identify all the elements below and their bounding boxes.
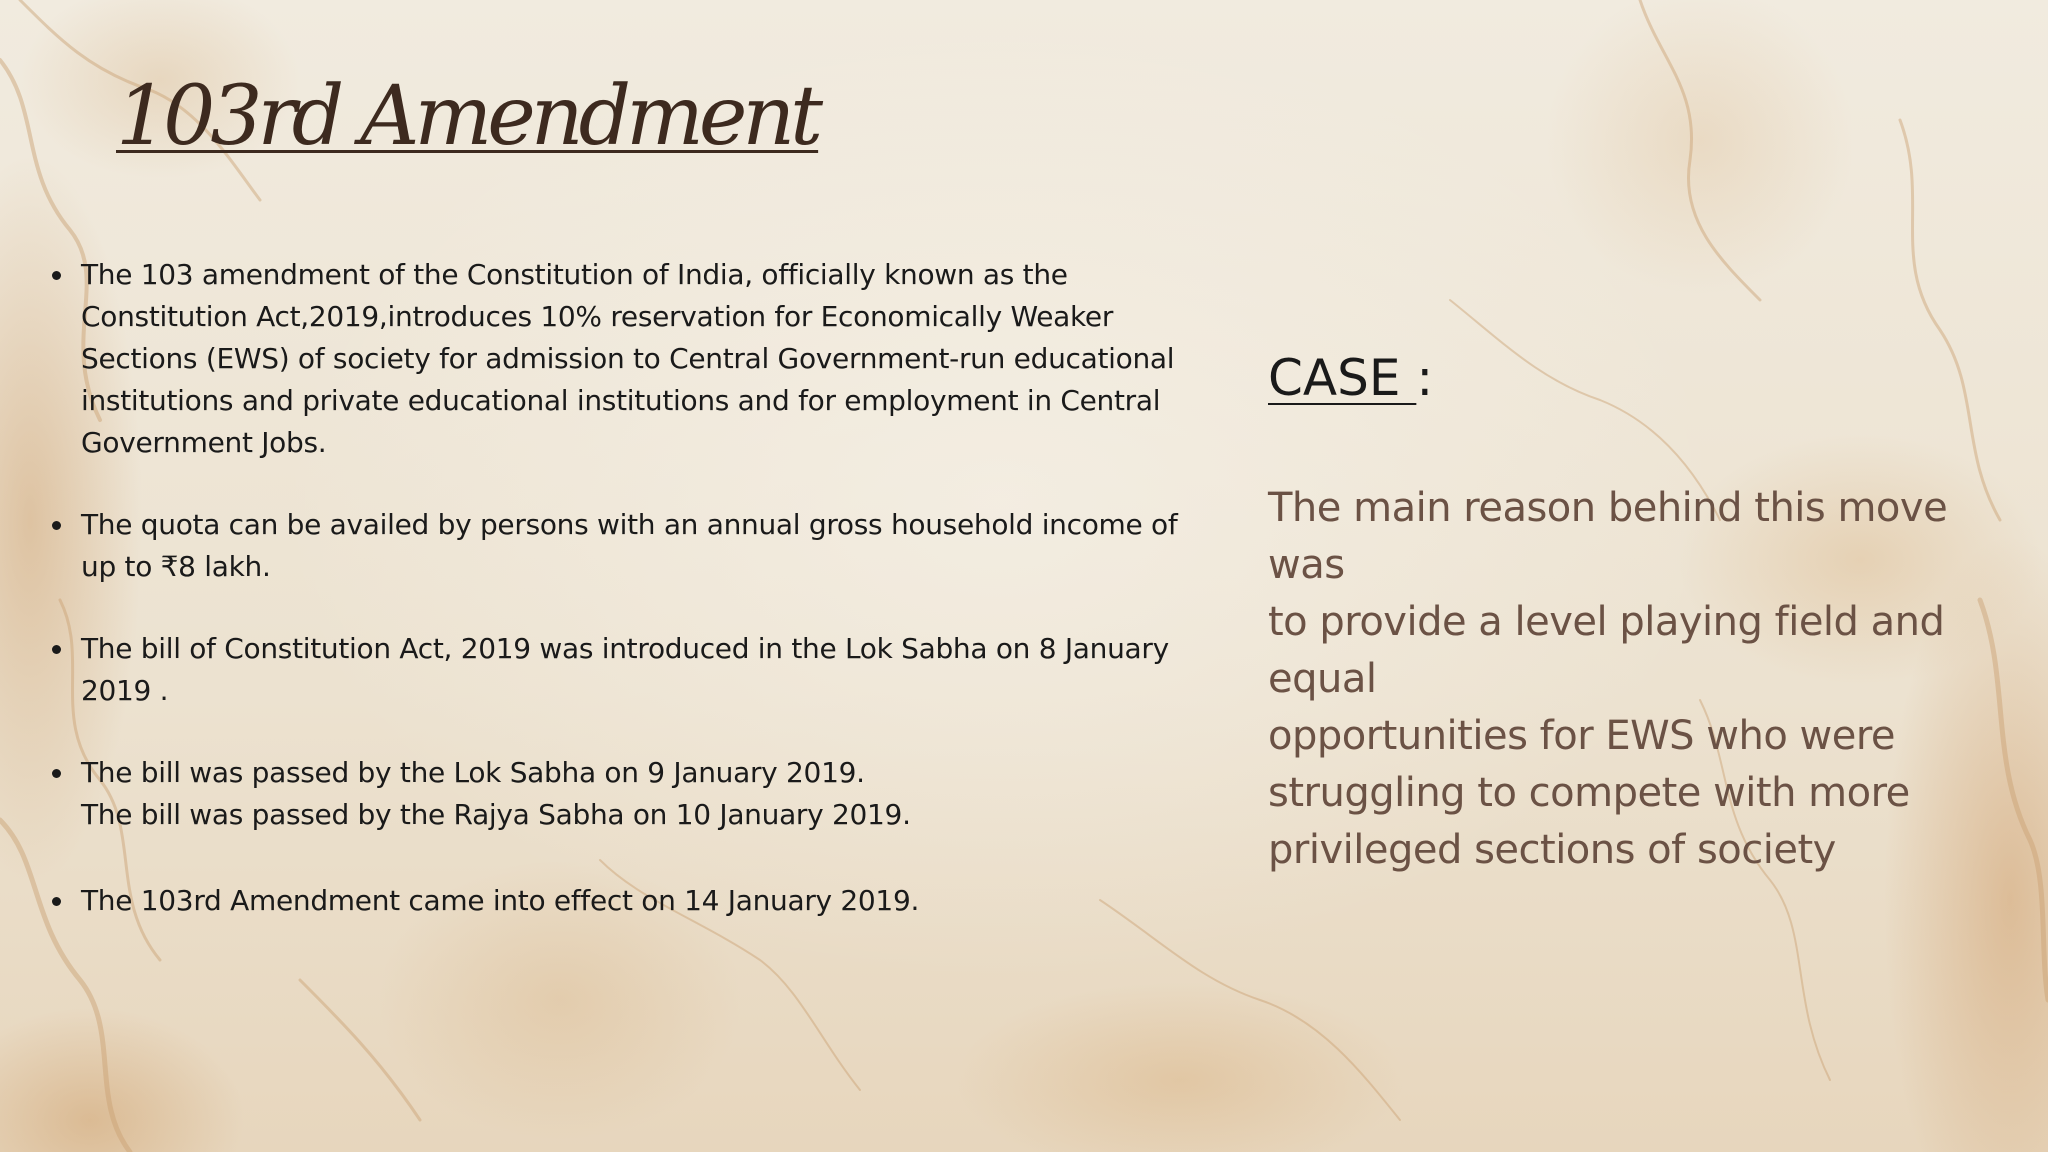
bullet-dot-icon [52,645,61,654]
bullet-income-limit [50,504,1215,588]
bullet-line: The bill was passed by the Rajya Sabha on 10 January 2019. [81,798,911,831]
bullet-line: Constitution Act,2019,introduces 10% reservation for Economically Weaker [81,300,1114,333]
case-body-line: to provide a level playing field and equal [1268,599,1945,702]
slide-title: 103rd Amendment [116,69,819,164]
case-body-line: privileged sections of society [1268,827,1836,873]
case-heading [1268,348,1433,408]
bullet-effective-date [50,880,1215,922]
case-heading-colon: : [1416,349,1434,407]
bullet-line: institutions and private educational institutions and for employment in Central [81,384,1161,417]
bullet-dot-icon [52,271,61,280]
bullet-bill-passed [50,752,1215,836]
bullet-line: The quota can be availed by persons with an annual gross household income of [81,508,1178,541]
case-body [1268,480,2028,879]
bullet-line: Sections (EWS) of society for admission to Central Government-run educational [81,342,1175,375]
case-body-line: opportunities for EWS who were [1268,713,1896,759]
bullet-list [50,254,1215,922]
bullet-dot-icon [52,897,61,906]
bullet-line: The bill was passed by the Lok Sabha on 9 January 2019. [81,756,865,789]
bullet-dot-icon [52,769,61,778]
bullet-line: 2019 . [81,674,169,707]
bullet-bill-introduced [50,628,1215,712]
bullet-ews-reservation [50,254,1215,464]
bullet-line: Government Jobs. [81,426,327,459]
bullet-line: The bill of Constitution Act, 2019 was introduced in the Lok Sabha on 8 January [81,632,1169,665]
case-body-line: struggling to compete with more [1268,770,1910,816]
bullet-line: The 103rd Amendment came into effect on 14 January 2019. [81,884,920,917]
bullet-line: The 103 amendment of the Constitution of India, officially known as the [81,258,1068,291]
bullet-line: up to ₹8 lakh. [81,550,271,583]
case-heading-label: CASE [1268,349,1417,407]
bullet-dot-icon [52,521,61,530]
case-body-line: The main reason behind this move was [1268,485,1948,588]
